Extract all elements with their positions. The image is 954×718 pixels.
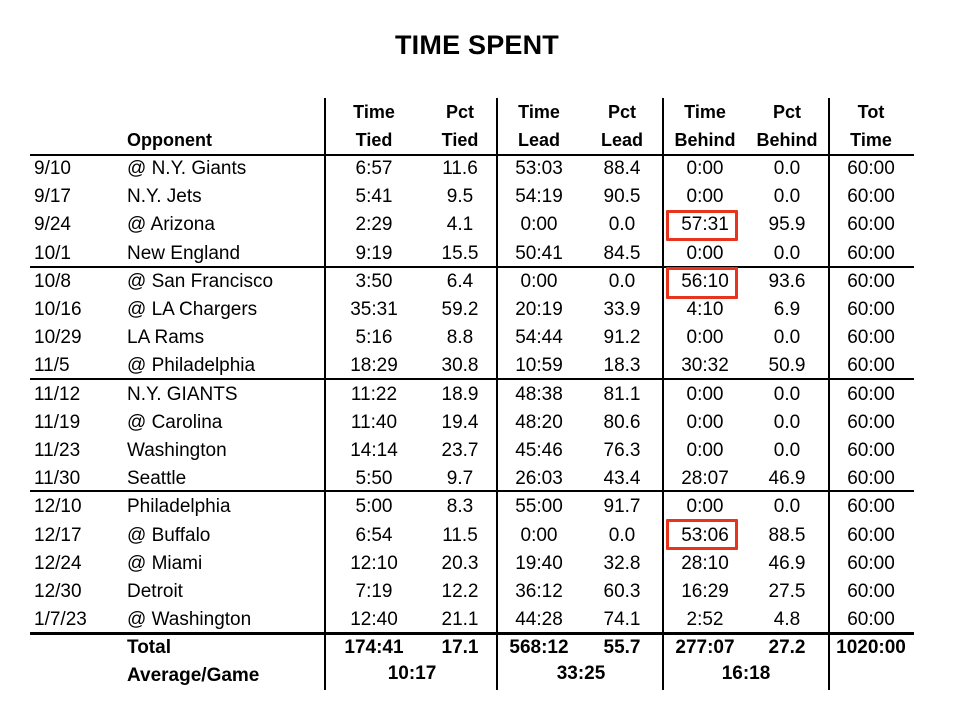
cell-opponent: Seattle — [127, 468, 187, 489]
cell-time-behind: 28:10 — [681, 553, 729, 574]
total-label: Total — [127, 637, 171, 658]
cell-pct-lead: 32.8 — [603, 553, 641, 574]
cell-tot-time: 60:00 — [847, 468, 895, 489]
cell-time-behind: 30:32 — [681, 355, 729, 376]
total-time-lead: 568:12 — [509, 637, 569, 658]
cell-time-lead: 36:12 — [515, 581, 563, 602]
cell-date: 11/19 — [34, 412, 81, 433]
cell-time-tied: 14:14 — [350, 440, 398, 461]
cell-time-lead: 54:44 — [515, 327, 563, 348]
header-pct-lead-top: Pct — [607, 102, 636, 122]
cell-pct-lead: 81.1 — [603, 384, 641, 405]
cell-pct-lead: 91.7 — [603, 496, 641, 517]
header-time-behind-top: Time — [684, 102, 726, 122]
cell-pct-lead: 0.0 — [608, 214, 636, 235]
header-pct-tied-top: Pct — [445, 102, 474, 122]
cell-pct-tied: 11.5 — [442, 525, 478, 546]
cell-pct-lead: 84.5 — [603, 243, 641, 264]
cell-time-lead: 45:46 — [515, 440, 563, 461]
total-pct-behind: 27.2 — [768, 637, 806, 658]
cell-date: 11/23 — [34, 440, 81, 461]
cell-time-lead: 48:38 — [515, 384, 563, 405]
cell-pct-lead: 76.3 — [603, 440, 641, 461]
cell-pct-tied: 21.1 — [441, 609, 479, 630]
header-time-tied-bottom: Tied — [355, 130, 393, 150]
cell-time-tied: 6:54 — [355, 525, 393, 546]
row-divider — [30, 266, 914, 268]
average-time-lead: 33:25 — [556, 663, 606, 684]
cell-pct-lead: 18.3 — [603, 355, 641, 376]
total-time-tied: 174:41 — [344, 637, 404, 658]
cell-date: 9/17 — [34, 186, 71, 207]
cell-pct-lead: 33.9 — [603, 299, 641, 320]
cell-time-tied: 7:19 — [355, 581, 393, 602]
cell-pct-behind: 0.0 — [773, 384, 801, 405]
row-divider — [30, 378, 914, 380]
highlight-box — [666, 210, 738, 241]
cell-pct-tied: 15.5 — [441, 243, 479, 264]
cell-pct-behind: 0.0 — [773, 243, 801, 264]
cell-pct-behind: 0.0 — [773, 158, 801, 179]
header-pct-tied-bottom: Tied — [441, 130, 479, 150]
cell-pct-tied: 19.4 — [441, 412, 479, 433]
cell-pct-lead: 0.0 — [608, 525, 636, 546]
cell-pct-behind: 0.0 — [773, 440, 801, 461]
cell-time-tied: 5:41 — [355, 186, 393, 207]
cell-time-behind: 0:00 — [686, 243, 724, 264]
cell-time-lead: 10:59 — [515, 355, 563, 376]
cell-date: 10/1 — [34, 243, 71, 264]
cell-pct-tied: 18.9 — [441, 384, 479, 405]
cell-time-behind: 0:00 — [686, 158, 724, 179]
total-pct-lead: 55.7 — [603, 637, 641, 658]
column-divider — [496, 98, 498, 690]
cell-opponent: Philadelphia — [127, 496, 231, 517]
cell-time-lead: 54:19 — [515, 186, 563, 207]
cell-opponent: New England — [127, 243, 241, 264]
cell-time-tied: 18:29 — [350, 355, 398, 376]
header-pct-behind-top: Pct — [772, 102, 801, 122]
cell-time-tied: 11:22 — [350, 384, 398, 405]
cell-time-behind: 0:00 — [686, 412, 724, 433]
cell-tot-time: 60:00 — [847, 243, 895, 264]
cell-time-lead: 0:00 — [520, 525, 558, 546]
cell-pct-lead: 74.1 — [603, 609, 641, 630]
cell-opponent: @ N.Y. Giants — [127, 158, 247, 179]
cell-pct-tied: 23.7 — [441, 440, 479, 461]
cell-date: 11/30 — [34, 468, 81, 489]
cell-tot-time: 60:00 — [847, 496, 895, 517]
cell-pct-behind: 0.0 — [773, 186, 801, 207]
cell-opponent: LA Rams — [127, 327, 205, 348]
cell-pct-lead: 90.5 — [603, 186, 641, 207]
cell-time-tied: 5:16 — [355, 327, 393, 348]
cell-pct-tied: 6.4 — [446, 271, 474, 292]
total-pct-tied: 17.1 — [441, 637, 479, 658]
cell-date: 12/24 — [34, 553, 82, 574]
cell-pct-lead: 0.0 — [608, 271, 636, 292]
cell-date: 12/17 — [34, 525, 82, 546]
cell-time-behind: 0:00 — [686, 384, 724, 405]
cell-tot-time: 60:00 — [847, 327, 895, 348]
cell-pct-behind: 0.0 — [773, 412, 801, 433]
totals-divider — [30, 632, 914, 635]
cell-tot-time: 60:00 — [847, 186, 895, 207]
cell-opponent: Detroit — [127, 581, 183, 602]
cell-opponent: Washington — [127, 440, 227, 461]
cell-pct-behind: 46.9 — [768, 553, 806, 574]
cell-pct-lead: 88.4 — [603, 158, 641, 179]
cell-opponent: @ Arizona — [127, 214, 215, 235]
cell-tot-time: 60:00 — [847, 412, 895, 433]
cell-pct-tied: 11.6 — [442, 158, 478, 179]
page-title: TIME SPENT — [394, 30, 559, 60]
cell-date: 10/16 — [34, 299, 82, 320]
cell-date: 10/8 — [34, 271, 71, 292]
cell-date: 11/5 — [34, 355, 70, 376]
cell-pct-tied: 8.8 — [446, 327, 474, 348]
header-opponent: Opponent — [127, 130, 212, 150]
header-pct-behind-bottom: Behind — [756, 130, 818, 150]
average-time-tied: 10:17 — [387, 663, 437, 684]
cell-pct-behind: 46.9 — [768, 468, 806, 489]
cell-opponent: N.Y. Jets — [127, 186, 202, 207]
highlight-box — [666, 519, 738, 550]
header-tot-time-bottom: Time — [850, 130, 892, 150]
cell-time-behind: 28:07 — [681, 468, 729, 489]
cell-time-lead: 19:40 — [515, 553, 563, 574]
cell-opponent: @ Miami — [127, 553, 203, 574]
cell-time-tied: 12:10 — [350, 553, 398, 574]
cell-time-tied: 3:50 — [355, 271, 393, 292]
cell-pct-tied: 9.5 — [446, 186, 474, 207]
cell-time-tied: 12:40 — [350, 609, 398, 630]
cell-time-lead: 26:03 — [515, 468, 563, 489]
cell-tot-time: 60:00 — [847, 525, 895, 546]
cell-date: 10/29 — [34, 327, 82, 348]
cell-pct-behind: 4.8 — [773, 609, 801, 630]
cell-opponent: N.Y. GIANTS — [127, 384, 238, 405]
cell-pct-behind: 0.0 — [773, 496, 801, 517]
cell-pct-behind: 95.9 — [768, 214, 806, 235]
cell-time-tied: 9:19 — [355, 243, 393, 264]
header-pct-lead-bottom: Lead — [600, 130, 643, 150]
cell-tot-time: 60:00 — [847, 355, 895, 376]
cell-time-lead: 20:19 — [515, 299, 563, 320]
cell-time-behind: 0:00 — [686, 327, 724, 348]
highlight-box — [666, 267, 738, 299]
cell-pct-behind: 88.5 — [768, 525, 806, 546]
cell-tot-time: 60:00 — [847, 299, 895, 320]
cell-tot-time: 60:00 — [847, 214, 895, 235]
cell-date: 9/10 — [34, 158, 71, 179]
total-time-behind: 277:07 — [675, 637, 735, 658]
cell-tot-time: 60:00 — [847, 158, 895, 179]
cell-tot-time: 60:00 — [847, 384, 895, 405]
cell-time-lead: 48:20 — [515, 412, 563, 433]
cell-time-behind: 2:52 — [686, 609, 724, 630]
cell-time-lead: 0:00 — [520, 271, 558, 292]
cell-time-behind: 0:00 — [686, 440, 724, 461]
cell-date: 12/10 — [34, 496, 82, 517]
cell-pct-behind: 50.9 — [768, 355, 806, 376]
cell-pct-tied: 59.2 — [441, 299, 479, 320]
cell-time-behind: 56:10 — [681, 271, 729, 292]
cell-pct-tied: 9.7 — [446, 468, 474, 489]
cell-time-lead: 55:00 — [515, 496, 563, 517]
cell-opponent: @ Carolina — [127, 412, 223, 433]
cell-time-tied: 35:31 — [350, 299, 398, 320]
cell-opponent: @ Buffalo — [127, 525, 211, 546]
header-time-tied-top: Time — [353, 102, 395, 122]
cell-time-behind: 0:00 — [686, 186, 724, 207]
cell-time-behind: 16:29 — [681, 581, 729, 602]
cell-date: 1/7/23 — [34, 609, 87, 630]
cell-time-tied: 6:57 — [355, 158, 393, 179]
cell-pct-tied: 8.3 — [446, 496, 474, 517]
cell-opponent: @ LA Chargers — [127, 299, 258, 320]
cell-pct-lead: 80.6 — [603, 412, 641, 433]
column-divider — [662, 98, 664, 690]
cell-pct-tied: 12.2 — [441, 581, 479, 602]
cell-pct-behind: 93.6 — [768, 271, 806, 292]
cell-time-lead: 53:03 — [515, 158, 563, 179]
header-time-behind-bottom: Behind — [674, 130, 736, 150]
cell-date: 11/12 — [34, 384, 81, 405]
header-time-lead-top: Time — [518, 102, 560, 122]
cell-opponent: @ Washington — [127, 609, 252, 630]
cell-pct-behind: 6.9 — [773, 299, 801, 320]
cell-time-lead: 0:00 — [520, 214, 558, 235]
cell-opponent: @ Philadelphia — [127, 355, 256, 376]
cell-date: 12/30 — [34, 581, 82, 602]
row-divider — [30, 154, 914, 156]
cell-tot-time: 60:00 — [847, 271, 895, 292]
cell-pct-lead: 43.4 — [603, 468, 641, 489]
row-divider — [30, 490, 914, 492]
cell-pct-tied: 4.1 — [446, 214, 474, 235]
cell-date: 9/24 — [34, 214, 71, 235]
cell-time-tied: 2:29 — [355, 214, 393, 235]
cell-tot-time: 60:00 — [847, 609, 895, 630]
cell-time-tied: 5:50 — [355, 468, 393, 489]
cell-tot-time: 60:00 — [847, 553, 895, 574]
cell-time-lead: 44:28 — [515, 609, 563, 630]
cell-time-behind: 57:31 — [681, 214, 729, 235]
cell-tot-time: 60:00 — [847, 440, 895, 461]
cell-time-behind: 0:00 — [686, 496, 724, 517]
cell-pct-behind: 27.5 — [768, 581, 806, 602]
cell-tot-time: 60:00 — [847, 581, 895, 602]
cell-pct-behind: 0.0 — [773, 327, 801, 348]
cell-pct-tied: 20.3 — [441, 553, 479, 574]
column-divider — [828, 98, 830, 690]
cell-time-behind: 4:10 — [686, 299, 724, 320]
column-divider — [324, 98, 326, 690]
cell-pct-lead: 60.3 — [603, 581, 641, 602]
cell-time-tied: 11:40 — [350, 412, 398, 433]
cell-pct-tied: 30.8 — [441, 355, 479, 376]
total-tot-time: 1020:00 — [836, 637, 906, 658]
cell-time-tied: 5:00 — [355, 496, 393, 517]
header-time-lead-bottom: Lead — [517, 130, 560, 150]
cell-opponent: @ San Francisco — [127, 271, 274, 292]
average-time-behind: 16:18 — [721, 663, 771, 684]
header-tot-time-top: Tot — [857, 102, 885, 122]
cell-pct-lead: 91.2 — [603, 327, 641, 348]
average-label: Average/Game — [127, 665, 260, 686]
cell-time-behind: 53:06 — [681, 525, 729, 546]
cell-time-lead: 50:41 — [515, 243, 563, 264]
